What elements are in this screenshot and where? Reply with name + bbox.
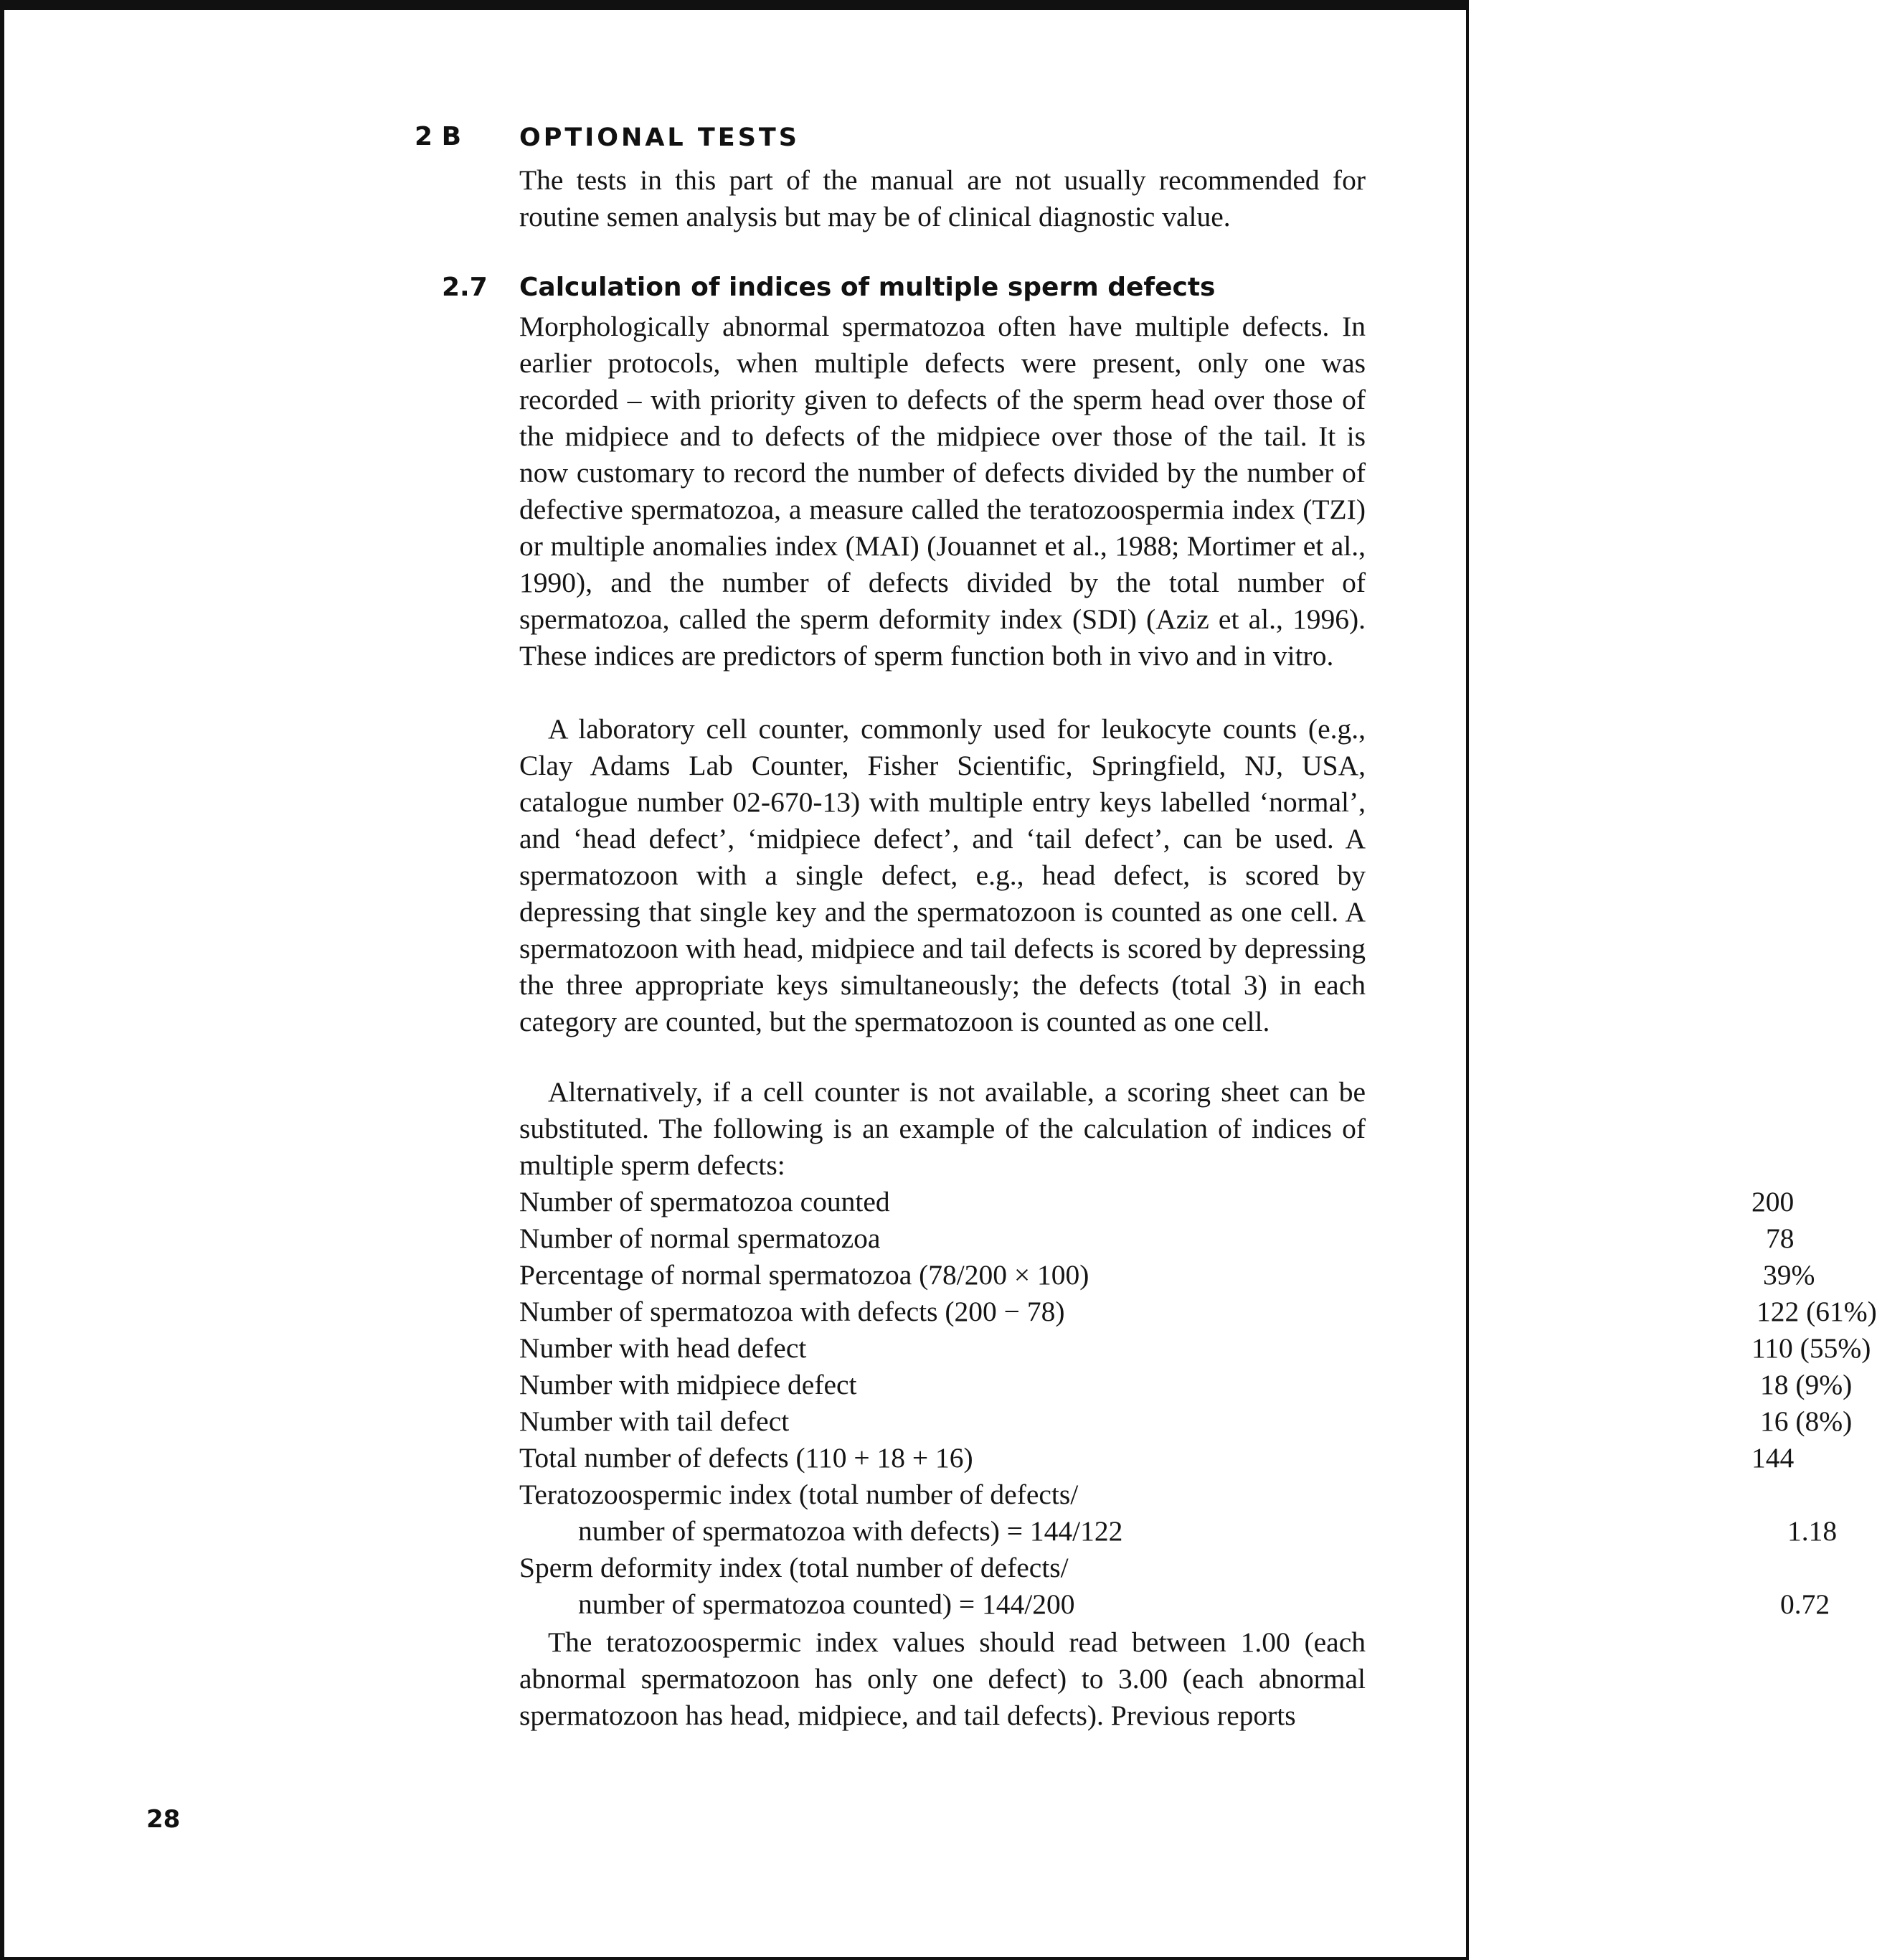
row-value: 200 <box>1751 1186 1795 1217</box>
part-title: OPTIONAL TESTS <box>519 123 800 152</box>
table-row <box>519 1440 1795 1476</box>
row-value: 18 (9%) <box>1760 1369 1853 1400</box>
paragraph-indices: Morphologically abnormal spermatozoa often have multiple defects. In earlier protocols, when multiple defects were present, only one was recorded – with priority given to defects of the sperm head over those of the midpiece and to defects of the midpiece over those of the tail. It is now customary to record the number of defects divided by the number of defective spermatozoa, a measure called the teratozoospermia index (TZI) or multiple anomalies index (MAI) (Jouannet et al., 1988; Mortimer et al., 1990), and the number of defects divided by the total number of spermatozoa, called the sperm deformity index (SDI) (Aziz et al., 1996). These indices are predictors of sperm function both in vivo and in vitro. <box>519 311 1366 672</box>
table-row <box>519 1367 1853 1403</box>
paragraph-scoring-sheet: Alternatively, if a cell counter is not available, a scoring sheet can be substituted. The following is an example of the calculation of indices of multiple sperm defects: <box>519 1076 1366 1181</box>
table-row <box>519 1257 1815 1294</box>
row-label: number of spermatozoa with defects) = 144/122 <box>578 1515 1123 1547</box>
row-value: 122 (61%) <box>1757 1296 1877 1327</box>
row-value: 0.72 <box>1780 1588 1830 1620</box>
row-label: Number of spermatozoa with defects (200 − 78) <box>519 1296 1065 1327</box>
row-value: 78 <box>1766 1222 1795 1254</box>
row-label: number of spermatozoa counted) = 144/200 <box>578 1588 1075 1620</box>
table-row <box>519 1403 1853 1440</box>
row-label: Percentage of normal spermatozoa (78/200 × 100) <box>519 1259 1089 1291</box>
table-row <box>519 1330 1871 1367</box>
row-value: 144 <box>1751 1442 1795 1474</box>
row-label: Total number of defects (110 + 18 + 16) <box>519 1442 973 1474</box>
section-number: 2.7 <box>442 273 488 302</box>
example-calculation-table <box>519 1184 1877 1623</box>
row-label: Number of normal spermatozoa <box>519 1222 881 1254</box>
table-row <box>519 1550 1387 1586</box>
row-label: Sperm deformity index (total number of defects/ <box>519 1552 1069 1583</box>
table-row <box>519 1586 1830 1623</box>
row-label: Number of spermatozoa counted <box>519 1186 890 1217</box>
part-number: 2 B <box>415 122 462 151</box>
row-value: 39% <box>1763 1259 1815 1291</box>
row-label: Number with tail defect <box>519 1405 790 1437</box>
table-row <box>519 1184 1795 1220</box>
table-row <box>519 1476 1387 1513</box>
paragraph-closing: The teratozoospermic index values should read between 1.00 (each abnormal spermatozoon has only one defect) to 3.00 (each abnormal spermatozoon has head, midpiece, and tail defects). Previous reports <box>519 1626 1366 1731</box>
row-label: Number with midpiece defect <box>519 1369 857 1400</box>
row-label: Number with head defect <box>519 1332 807 1364</box>
section-title: Calculation of indices of multiple sperm defects <box>519 273 1216 302</box>
table-row <box>519 1294 1877 1330</box>
row-value: 110 (55%) <box>1751 1332 1871 1364</box>
table-row <box>519 1513 1838 1550</box>
row-value: 1.18 <box>1787 1515 1838 1547</box>
row-label: Teratozoospermic index (total number of defects/ <box>519 1479 1079 1510</box>
part-intro: The tests in this part of the manual are not usually recommended for routine semen analysis but may be of clinical diagnostic value. <box>519 164 1366 232</box>
row-value: 16 (8%) <box>1760 1405 1853 1437</box>
table-row <box>519 1220 1795 1257</box>
paragraph-cell-counter: A laboratory cell counter, commonly used for leukocyte counts (e.g., Clay Adams Lab Counter, Fisher Scientific, Springfield, NJ, USA, catalogue number 02-670-13) with multiple entry keys labelled ‘normal’, and ‘head defect’, ‘midpiece defect’, and ‘tail defect’, can be used. A spermatozoon with a single defect, e.g., head defect, is scored by depressing that single key and the spermatozoon is counted as one cell. A spermatozoon with head, midpiece and tail defects is scored by depressing the three appropriate keys simultaneously; the defects (total 3) in each category are counted, but the spermatozoon is counted as one cell. <box>519 713 1366 1037</box>
page-number: 28 <box>146 1805 181 1834</box>
